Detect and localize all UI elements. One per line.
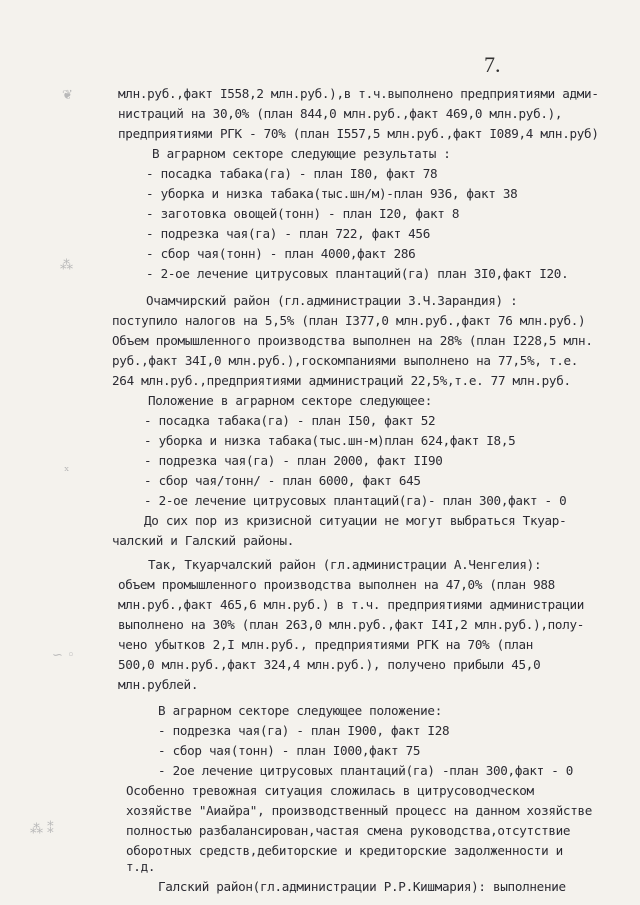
text-line: - 2ое лечение цитрусовых плантаций(га) -план 300,факт - 0 xyxy=(158,763,574,778)
text-line: Положение в аграрном секторе следующее: xyxy=(148,393,433,408)
page-number: 7. xyxy=(484,52,501,77)
text-line: - подрезка чая(га) - план I900, факт I28 xyxy=(158,723,450,738)
text-line: чалский и Галский районы. xyxy=(112,533,295,548)
margin-mark: ∽ ◦ xyxy=(52,648,75,663)
text-line: Объем промышленного производства выполнен на 28% (план I228,5 млн. xyxy=(112,333,593,348)
text-line: хозяйстве "Аиайра", производственный процесс на данном хозяйстве xyxy=(126,803,593,818)
text-line: чено убытков 2,I млн.руб., предприятиями РГК на 70% (план xyxy=(118,637,534,652)
text-line: - посадка табака(га) - план I80, факт 78 xyxy=(146,166,438,181)
text-line: - сбор чая(тонн) - план I000,факт 75 xyxy=(158,743,421,758)
text-line: объем промышленного производства выполнен на 47,0% (план 988 xyxy=(118,577,555,592)
margin-mark: ₓ xyxy=(64,460,70,475)
margin-mark: ❦ xyxy=(62,88,73,103)
text-line: Особенно тревожная ситуация сложилась в цитрусоводческом xyxy=(126,783,534,798)
margin-mark: ⁂ xyxy=(60,258,73,273)
text-line: - уборка и низка табака(тыс.шн-м)план 624,факт I8,5 xyxy=(144,433,516,448)
text-line: млн.рублей. xyxy=(118,677,199,692)
text-line: выполнено на 30% (план 263,0 млн.руб.,факт I4I,2 млн.руб.),полу- xyxy=(118,617,585,632)
text-line: поступило налогов на 5,5% (план I377,0 млн.руб.,факт 76 млн.руб.) xyxy=(112,313,586,328)
text-line: нистраций на 30,0% (план 844,0 млн.руб.,факт 469,0 млн.руб.), xyxy=(118,106,563,121)
text-line: 500,0 млн.руб.,факт 324,4 млн.руб.), получено прибыли 45,0 xyxy=(118,657,541,672)
text-line: - 2-ое лечение цитрусовых плантаций(га)- план 300,факт - 0 xyxy=(144,493,567,508)
text-line: До сих пор из кризисной ситуации не могут выбраться Ткуар- xyxy=(144,513,567,528)
text-line: оборотных средств,дебиторские и кредиторские задолженности и xyxy=(126,843,563,858)
text-line: предприятиями РГК - 70% (план I557,5 млн.руб.,факт I089,4 млн.руб) xyxy=(118,126,599,141)
text-line: - подрезка чая(га) - план 2000, факт II90 xyxy=(144,453,443,468)
text-line: млн.руб.,факт I558,2 млн.руб.),в т.ч.выполнено предприятиями адми- xyxy=(118,86,599,101)
text-line: - подрезка чая(га) - план 722, факт 456 xyxy=(146,226,431,241)
text-line: руб.,факт 34I,0 млн.руб.),госкомпаниями выполнено на 77,5%, т.е. xyxy=(112,353,579,368)
text-line: - сбор чая/тонн/ - план 6000, факт 645 xyxy=(144,473,421,488)
text-line: Так, Ткуарчалский район (гл.администрации А.Ченгелия): xyxy=(148,557,542,572)
text-line: - 2-ое лечение цитрусовых плантаций(га) план 3I0,факт I20. xyxy=(146,266,569,281)
margin-mark: ⁂ ⁑ xyxy=(30,822,54,837)
text-line: В аграрном секторе следующие результаты : xyxy=(152,146,451,161)
text-line: Очамчирский район (гл.администрации З.Ч.Зарандия) : xyxy=(146,293,518,308)
text-line: В аграрном секторе следующее положение: xyxy=(158,703,443,718)
text-line: млн.руб.,факт 465,6 млн.руб.) в т.ч. предприятиями администрации xyxy=(118,597,585,612)
text-line: - уборка и низка табака(тыс.шн/м)-план 936, факт 38 xyxy=(146,186,518,201)
text-line: - заготовка овощей(тонн) - план I20, факт 8 xyxy=(146,206,460,221)
text-line: - посадка табака(га) - план I50, факт 52 xyxy=(144,413,436,428)
text-line: 264 млн.руб.,предприятиями администраций 22,5%,т.е. 77 млн.руб. xyxy=(112,373,571,388)
text-line: т.д. xyxy=(126,859,156,874)
text-line: полностью разбалансирован,частая смена руководства,отсутствие xyxy=(126,823,571,838)
text-line: - сбор чая(тонн) - план 4000,факт 286 xyxy=(146,246,416,261)
text-line: Галский район(гл.администрации Р.Р.Кишмария): выполнение xyxy=(158,879,566,894)
